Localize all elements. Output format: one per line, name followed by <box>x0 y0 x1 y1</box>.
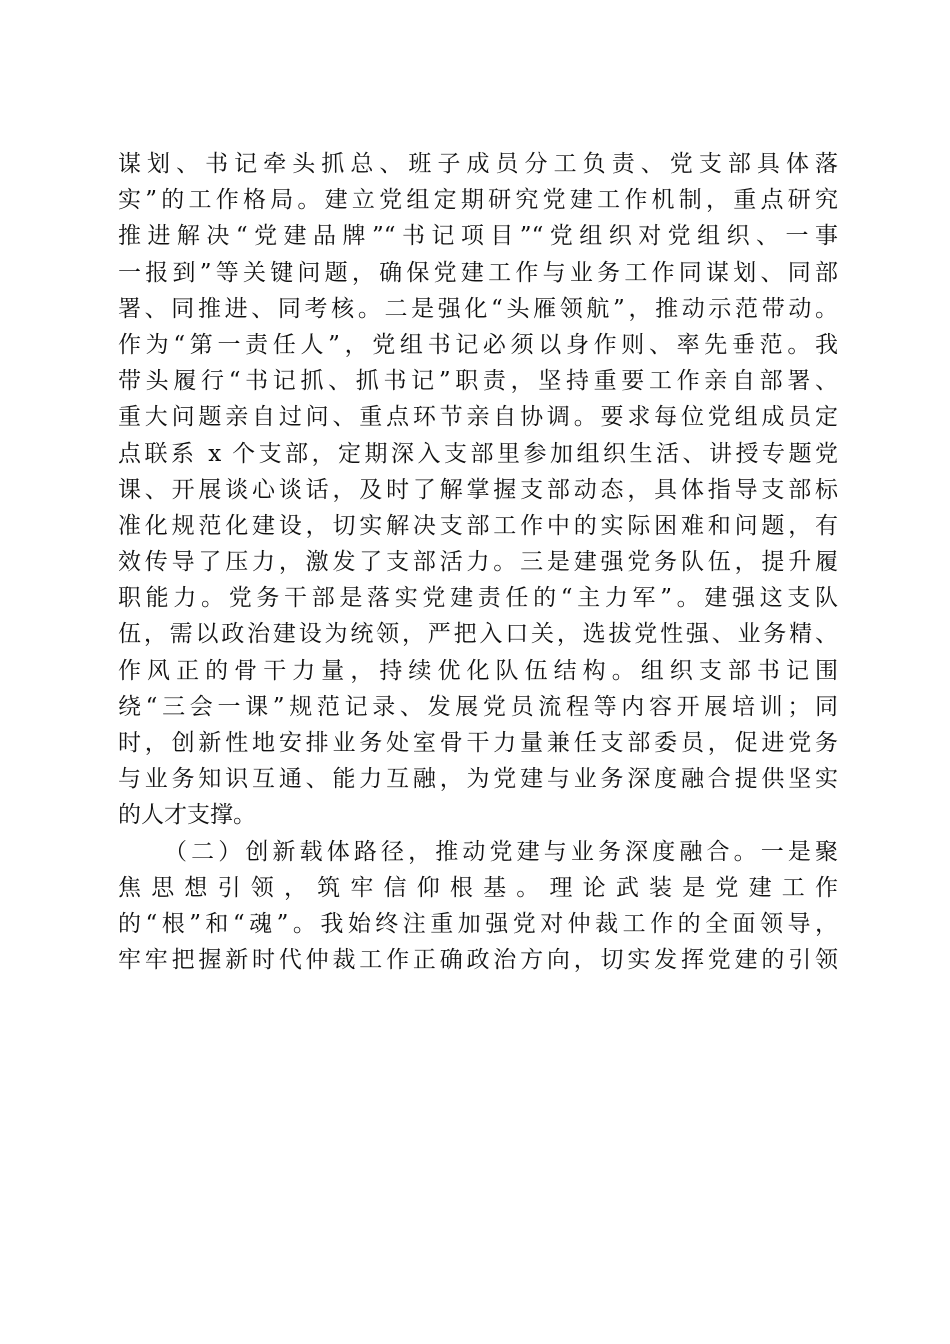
text-line: 实”的工作格局。建立党组定期研究党建工作机制，重点研究 <box>118 187 838 214</box>
text-line: 作为“第一责任人”，党组书记必须以身作则、率先垂范。我 <box>118 331 838 358</box>
text-line: 谋划、书记牵头抓总、班子成员分工负责、党支部具体落 <box>118 151 838 177</box>
text-line: 课、开展谈心谈话，及时了解掌握支部动态，具体指导支部标 <box>118 476 838 503</box>
text-line: 作风正的骨干力量，持续优化队伍结构。组织支部书记围 <box>118 657 838 684</box>
text-line: 牢牢把握新时代仲裁工作正确政治方向，切实发挥党建的引领 <box>118 947 838 974</box>
text-line: 与业务知识互通、能力互融，为党建与业务深度融合提供坚实 <box>118 766 838 793</box>
text-line: 推进解决“党建品牌”“书记项目”“党组织对党组织、一事 <box>118 223 838 250</box>
paragraph <box>118 146 838 834</box>
text-line: （二）创新载体路径，推动党建与业务深度融合。一是聚 <box>164 838 838 865</box>
body-text <box>118 146 838 978</box>
text-line: 的“根”和“魂”。我始终注重加强党对仲裁工作的全面领导， <box>118 910 838 937</box>
text-line: 的人才支撑。 <box>118 802 256 829</box>
text-line: 效传导了压力，激发了支部活力。三是建强党务队伍，提升履 <box>118 549 838 576</box>
text-line: 署、同推进、同考核。二是强化“头雁领航”，推动示范带动。 <box>118 295 838 322</box>
text-line: 重大问题亲自过问、重点环节亲自协调。要求每位党组成员定 <box>118 404 838 431</box>
text-line: 职能力。党务干部是落实党建责任的“主力军”。建强这支队 <box>118 585 838 612</box>
paragraph <box>118 834 838 979</box>
text-line: 点联系 x 个支部，定期深入支部里参加组织生活、讲授专题党 <box>118 440 838 467</box>
text-line: 焦思想引领，筑牢信仰根基。理论武装是党建工作 <box>118 874 838 901</box>
text-line: 时，创新性地安排业务处室骨干力量兼任支部委员，促进党务 <box>118 730 838 756</box>
text-line: 准化规范化建设，切实解决支部工作中的实际困难和问题，有 <box>118 512 838 539</box>
text-line: 绕“三会一课”规范记录、发展党员流程等内容开展培训；同 <box>118 693 838 720</box>
text-line: 一报到”等关键问题，确保党建工作与业务工作同谋划、同部 <box>118 259 838 286</box>
text-line: 带头履行“书记抓、抓书记”职责，坚持重要工作亲自部署、 <box>118 368 838 395</box>
text-line: 伍，需以政治建设为统领，严把入口关，选拔党性强、业务精、 <box>118 621 838 648</box>
